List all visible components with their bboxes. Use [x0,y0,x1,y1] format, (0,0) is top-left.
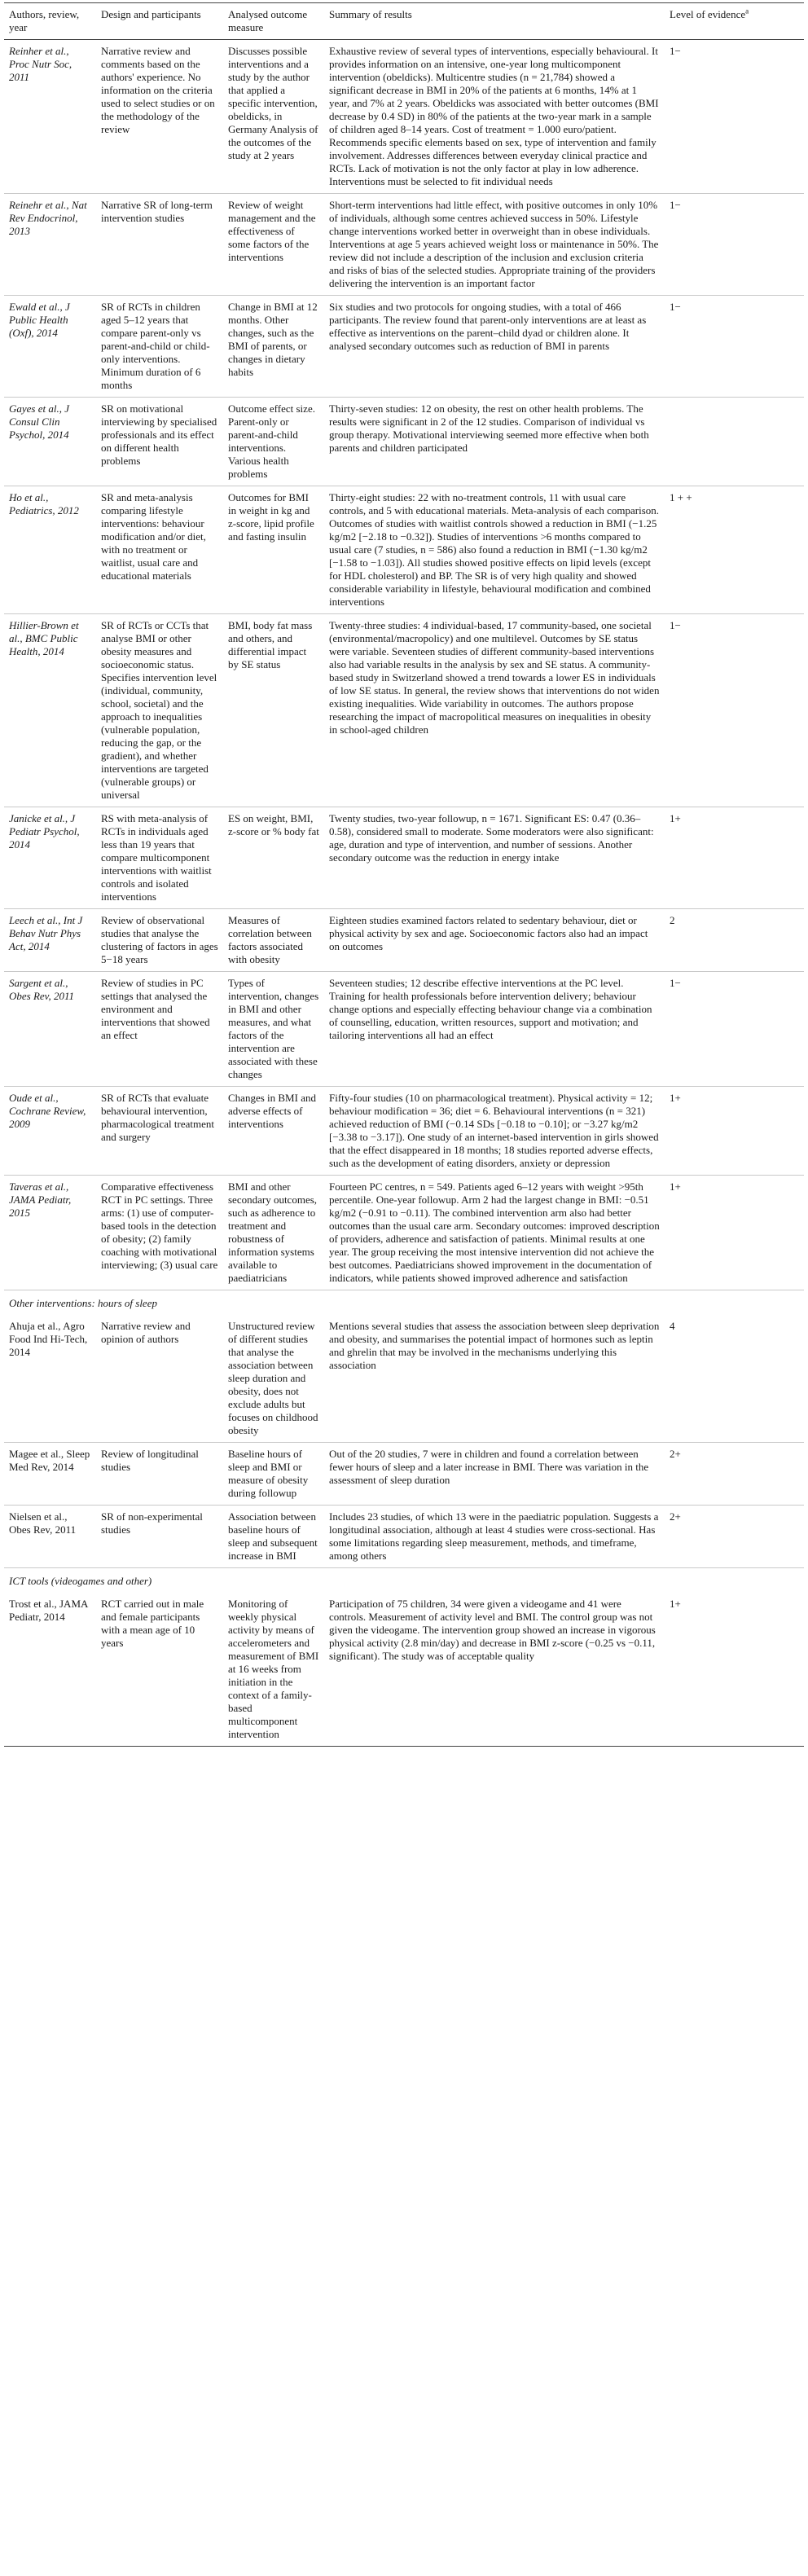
section-sleep-title: Other interventions: hours of sleep [9,1297,157,1309]
header-summary: Summary of results [329,8,412,20]
row-design: SR of RCTs that evaluate behavioural intervention, pharmacological treatment and surgery [101,1092,214,1143]
header-level-footnote: a [745,7,749,15]
row-reference: Trost et al., JAMA Pediatr, 2014 [9,1598,88,1623]
row-outcome: BMI and other secondary outcomes, such as adherence to treatment and robustness of information systems available to paediatricians [228,1180,318,1284]
row-design: SR on motivational interviewing by specialised professionals and its effect on different health problems [101,402,217,467]
table-row [4,398,804,486]
table-row [4,40,804,194]
evidence-table [4,2,804,1747]
row-outcome: Outcomes for BMI in weight in kg and z-score, lipid profile and fasting insulin [228,491,314,543]
row-reference: Taveras et al., JAMA Pediatr, 2015 [9,1180,72,1219]
row-summary: Includes 23 studies, of which 13 were in the paediatric population. Suggests a longitudinal association, although at least 4 studies were cross-sectional. Has some limitations regarding sleep measurement, methods, and timeframe, among others [329,1510,659,1562]
row-outcome: Unstructured review of different studies that analyse the association between sleep duration and obesity, does not exclude adults but focuses on childhood obesity [228,1320,318,1436]
row-level: 2+ [670,1510,681,1523]
row-design: SR of RCTs or CCTs that analyse BMI or other obesity measures and socioeconomic status. Specifies intervention level (individual, community, school, societal) and the approach to inequalities (vulnerable population, reducing the gap, or the gradient), and whether interventions are targeted (vulnerable groups) or universal [101,619,217,801]
row-summary: Thirty-eight studies: 22 with no-treatment controls, 11 with usual care controls, and 5 with educational materials. Meta-analysis of each comparison. Outcomes of studies with waitlist controls showed a reduction in BMI (−1.25 kg/m2 [−2.18 to −0.32]). Studies of interventions >6 months compared to usual care (7 studies, n = 586) also found a reduction in BMI (−1.30 kg/m2 [−1.58 to −1.03]). All studies showed positive effects on lipid levels (except for HDL cholesterol) and BP. The SR is of very high quality and showed considerable variability in lifestyle, behavioural modification and combined interventions [329,491,660,608]
table-row [4,972,804,1087]
row-level: 1− [670,45,681,57]
row-design: Review of studies in PC settings that analysed the environment and interventions that showed an effect [101,977,210,1041]
row-design: SR and meta-analysis comparing lifestyle interventions: behaviour modification and/or diet, with no treatment or waitlist, usual care and educational materials [101,491,206,582]
row-design: SR of RCTs in children aged 5–12 years that compare parent-only vs parent-and-child or child-only interventions. Minimum duration of 6 months [101,301,210,391]
row-outcome: Monitoring of weekly physical activity by means of accelerometers and measurement of BMI at 16 weeks from initiation in the context of a family-based multicomponent intervention [228,1598,319,1740]
row-reference: Leech et al., Int J Behav Nutr Phys Act, 2014 [9,914,83,952]
row-level: 4 [670,1320,675,1332]
row-design: Review of longitudinal studies [101,1448,199,1473]
row-summary: Exhaustive review of several types of interventions, especially behavioural. It provides information on an intensive, one-year long multicomponent intervention (obeldicks). Multicentre studies (n = 21,784) showed a significant decrease in BMI in 20% of the patients at 6 months, 14% at 1 year, and 7% at 2 years. Obeldicks was associated with better outcomes (BMI decrease by 0.4 SD) in 80% of the patients at the two-year mark in a sample of children aged 8–14 years. Cost of treatment = 1.000 euro/patient. Recommends specific elements based on sex, type of intervention and family involvement. Addresses differences between everyday clinical practice and RCTs. Lack of motivation is not the only factor at play in low adherence. Interventions must be selected to fit individual needs [329,45,659,187]
row-reference: Hillier-Brown et al., BMC Public Health, 2014 [9,619,79,657]
row-summary: Participation of 75 children, 34 were given a videogame and 41 were controls. Measurement of activity level and BMI. The control group was not given the videogame. The intervention group showed an increase in vigorous physical activity (2.8 min/day) and decrease in BMI z-score (−0.25 vs −0.11, significant). The study was of acceptable quality [329,1598,656,1662]
row-level: 1− [670,199,681,211]
table-row [4,1315,804,1443]
header-authors: Authors, review, year [9,8,80,33]
row-design: RCT carried out in male and female participants with a mean age of 10 years [101,1598,204,1649]
row-reference: Ahuja et al., Agro Food Ind Hi-Tech, 2014 [9,1320,88,1358]
table-row [4,909,804,972]
row-outcome: Association between baseline hours of sleep and subsequent increase in BMI [228,1510,318,1562]
row-reference: Sargent et al., Obes Rev, 2011 [9,977,75,1002]
table-row [4,614,804,807]
row-reference: Janicke et al., J Pediatr Psychol, 2014 [9,812,80,851]
row-design: RS with meta-analysis of RCTs in individuals aged less than 19 years that compare multicomponent interventions with waitlist controls and isolated interventions [101,812,212,903]
row-reference: Magee et al., Sleep Med Rev, 2014 [9,1448,90,1473]
section-header-row [4,1568,804,1594]
row-outcome: Baseline hours of sleep and BMI or measure of obesity during followup [228,1448,309,1499]
row-reference: Ho et al., Pediatrics, 2012 [9,491,79,517]
row-reference: Reinehr et al., Nat Rev Endocrinol, 2013 [9,199,87,237]
row-reference: Reinher et al., Proc Nutr Soc, 2011 [9,45,72,83]
table-row [4,296,804,398]
table-row [4,1593,804,1747]
row-outcome: Outcome effect size. Parent-only or parent-and-child interventions. Various health problems [228,402,315,480]
row-design: Narrative review and comments based on the authors' experience. No information on the criteria used to select studies or on the methodology of the review [101,45,215,135]
section-header-row [4,1290,804,1316]
row-level: 1− [670,301,681,313]
table-row [4,1176,804,1290]
section-ict-title: ICT tools (videogames and other) [9,1575,152,1587]
row-design: SR of non-experimental studies [101,1510,203,1536]
row-level: 1+ [670,1092,681,1104]
header-outcome: Analysed outcome measure [228,8,308,33]
row-outcome: Change in BMI at 12 months. Other changes, such as the BMI of parents, or changes in dietary habits [228,301,318,378]
row-summary: Twenty studies, two-year followup, n = 1671. Significant ES: 0.47 (0.36–0.58), considered small to moderate. Some moderators were also significant: age, duration and type of intervention, and number of sessions. Another secondary outcome was the reduction in energy intake [329,812,654,864]
row-reference: Oude et al., Cochrane Review, 2009 [9,1092,86,1130]
row-design: Narrative review and opinion of authors [101,1320,191,1345]
table-header-row [4,3,804,40]
row-reference: Ewald et al., J Public Health (Oxf), 2014 [9,301,70,339]
row-summary: Eighteen studies examined factors related to sedentary behaviour, diet or physical activity by sex and age. Socioeconomic factors also had an impact on outcomes [329,914,648,952]
header-level-label: Level of evidence [670,8,746,20]
row-summary: Seventeen studies; 12 describe effective interventions at the PC level. Training for health professionals before intervention delivery; behaviour change options and especially effecting behaviour change via a combination of counselling, education, written resources, support and motivation; and tailoring interventions all had an effect [329,977,652,1041]
row-outcome: Measures of correlation between factors associated with obesity [228,914,312,965]
row-level: 2 [670,914,675,926]
table-row [4,1087,804,1176]
table-row [4,807,804,909]
row-level: 1+ [670,1598,681,1610]
row-summary: Six studies and two protocols for ongoing studies, with a total of 466 participants. The review found that parent-only interventions are at least as effective as interventions on the parent–child dyad or children alone. It analysed secondary outcomes such as reduction of BMI in parents [329,301,647,352]
row-design: Review of observational studies that analyse the clustering of factors in ages 5−18 years [101,914,218,965]
row-level: 1+ [670,1180,681,1193]
row-summary: Thirty-seven studies: 12 on obesity, the rest on other health problems. The results were significant in 2 of the 12 studies. Comparison of individual vs group therapy. Motivational interviewing seemed more effective when both parents and children participated [329,402,649,454]
row-outcome: Changes in BMI and adverse effects of interventions [228,1092,316,1130]
row-summary: Short-term interventions had little effect, with positive outcomes in only 10% of individuals, although some centres achieved success in 50%. Lifestyle change interventions worked better in overweight than in obese individuals. Interventions at age 5 years achieved weight loss or maintenance in 50%. The review did not include a description of the inclusion and exclusion criteria and risks of bias of the selected studies. Appropriate training of the providers delivering the intervention is an important factor [329,199,659,289]
table-row [4,1443,804,1506]
row-level: 2+ [670,1448,681,1460]
header-level [665,3,804,40]
row-design: Narrative SR of long-term intervention studies [101,199,213,224]
row-summary: Out of the 20 studies, 7 were in children and found a correlation between fewer hours of sleep and a later increase in BMI. There was variation in the assessment of sleep duration [329,1448,649,1486]
row-reference: Nielsen et al., Obes Rev, 2011 [9,1510,77,1536]
table-row [4,486,804,614]
row-level: 1 + + [670,491,692,503]
row-summary: Twenty-three studies: 4 individual-based, 17 community-based, one societal (environmental/macropolicy) and one multilevel. Outcomes by SE status were variable. Seventeen studies of different community-based interventions also had variable results in the analysis by sex and SE status. A community-based study in Switzerland showed a trend towards a lower ES in individuals of low SE status. In general, the review shows that interventions do not widen existing inequalities. Wide variability in outcomes. The authors propose researching the impact of macropolitical measures on inequalities in obesity in school-aged children [329,619,660,736]
row-outcome: BMI, body fat mass and others, and differential impact by SE status [228,619,313,670]
table-row [4,1506,804,1568]
row-summary: Fourteen PC centres, n = 549. Patients aged 6–12 years with weight >95th percentile. One-year followup. Arm 2 had the largest change in BMI: −0.51 kg/m2 (−0.91 to −0.11). The combined intervention arm also had better outcomes than the usual care arm. Secondary outcomes: improved description of providers, adherence and satisfaction of patients. Minimal results at one year. The group receiving the most intensive intervention did not achieve the best outcomes. Paediatricians showed improvement in the documentation of indicators, while patients showed improved adherence and satisfaction [329,1180,660,1284]
row-level [665,398,804,486]
row-outcome: ES on weight, BMI, z-score or % body fat [228,812,319,837]
row-outcome: Types of intervention, changes in BMI and other measures, and what factors of the intervention are associated with these changes [228,977,319,1080]
table-row [4,194,804,296]
row-reference: Gayes et al., J Consul Clin Psychol, 2014 [9,402,70,441]
row-outcome: Review of weight management and the effectiveness of some factors of the interventions [228,199,316,263]
header-design: Design and participants [101,8,201,20]
row-outcome: Discusses possible interventions and a study by the author that applied a specific intervention, obeldicks, in Germany Analysis of the outcomes of the study at 2 years [228,45,318,161]
row-level: 1− [670,619,681,631]
row-summary: Mentions several studies that assess the association between sleep deprivation and obesity, and summarises the potential impact of hormones such as leptin and ghrelin that may be involved in the mechanisms underlying this association [329,1320,660,1371]
row-design: Comparative effectiveness RCT in PC settings. Three arms: (1) use of computer-based tools in the detection of obesity; (2) family coaching with motivational interviewing; (3) usual care [101,1180,218,1271]
row-level: 1+ [670,812,681,824]
row-level: 1− [670,977,681,989]
row-summary: Fifty-four studies (10 on pharmacological treatment). Physical activity = 12; behaviour modification = 36; diet = 6. Behavioural interventions (n = 321) achieved reduction of BMI (−0.14 SDs [−0.18 to −0.10]; or −3.27 kg/m2 [−3.38 to −3.17]). One study of an internet-based intervention in girls showed that the effect disappeared in 18 months; 18 studies reported adverse effects, such as the development of eating disorders, anxiety or depression [329,1092,659,1169]
